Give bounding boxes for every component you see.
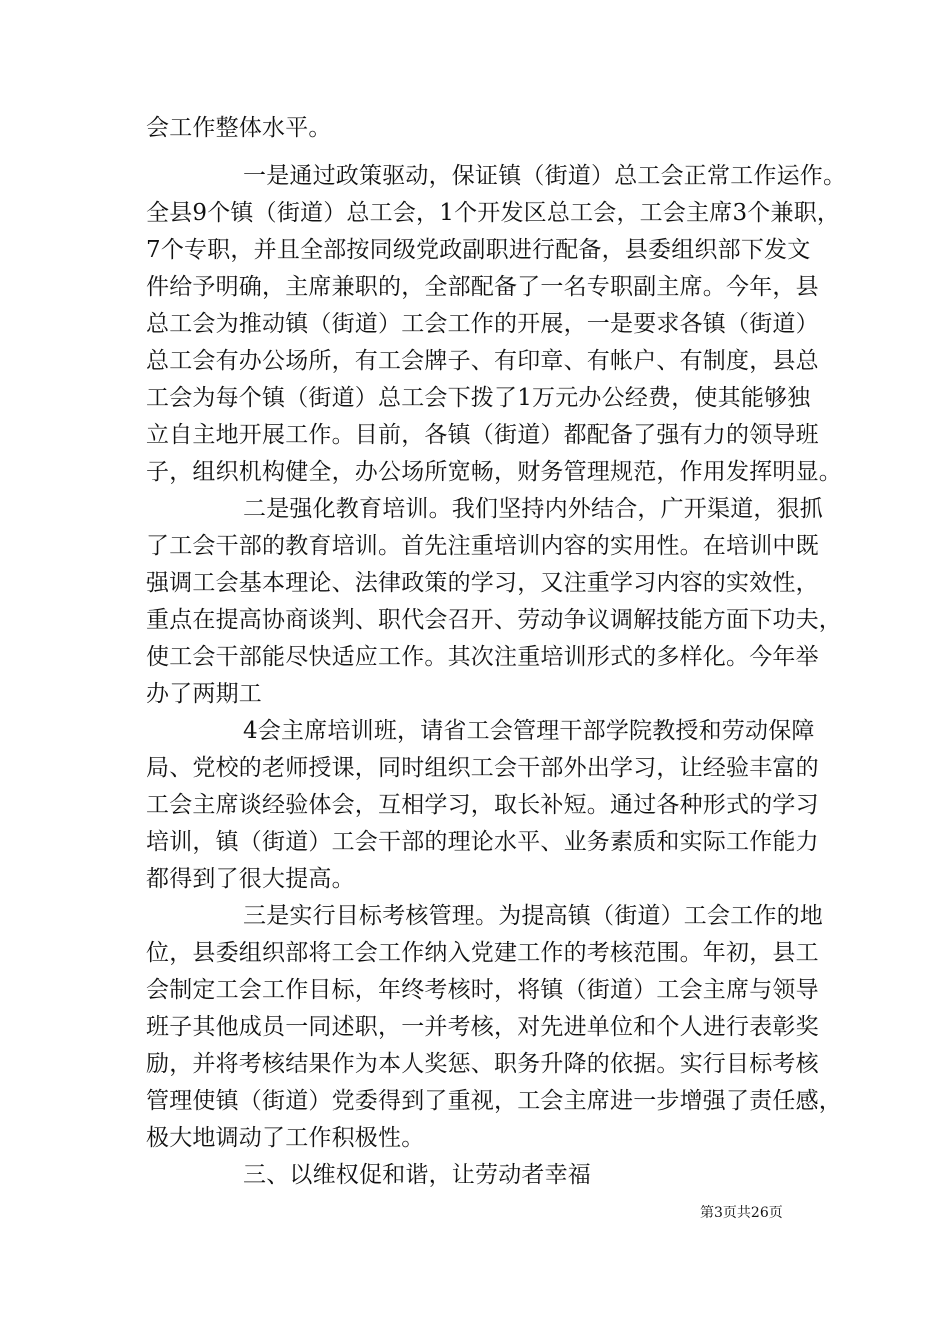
text-line: 强调工会基本理论、法律政策的学习，又注重学习内容的实效性， — [146, 570, 819, 596]
text-line: 办了两期工 — [146, 681, 262, 707]
text-line: 都得到了很大提高。 — [146, 866, 355, 892]
text-line: 使工会干部能尽快适应工作。其次注重培训形式的多样化。今年举 — [146, 644, 819, 670]
text-line: 班子其他成员一同述职，一并考核，对先进单位和个人进行表彰奖 — [146, 1014, 819, 1040]
text-line: 工会为每个镇（街道）总工会下拨了1万元办公经费，使其能够独 — [146, 385, 811, 411]
text-line: 子，组织机构健全，办公场所宽畅，财务管理规范，作用发挥明显。 — [146, 459, 842, 485]
paragraph-first-line: 三是实行目标考核管理。为提高镇（街道）工会工作的地 — [243, 903, 823, 929]
page-number-footer: 第3页共26页 — [700, 1205, 783, 1221]
text-line: 件给予明确，主席兼职的，全部配备了一名专职副主席。今年，县 — [146, 274, 819, 300]
text-line: 重点在提高协商谈判、职代会召开、劳动争议调解技能方面下功夫， — [146, 607, 842, 633]
text-line: 工会主席谈经验体会，互相学习，取长补短。通过各种形式的学习 — [146, 792, 819, 818]
paragraph-first-line: 二是强化教育培训。我们坚持内外结合，广开渠道，狠抓 — [243, 496, 823, 522]
text-line: 局、党校的老师授课，同时组织工会干部外出学习，让经验丰富的 — [146, 755, 819, 781]
text-line: 极大地调动了工作积极性。 — [146, 1125, 425, 1151]
paragraph-first-line: 一是通过政策驱动，保证镇（街道）总工会正常工作运作。 — [243, 163, 847, 189]
text-line: 培训，镇（街道）工会干部的理论水平、业务素质和实际工作能力 — [146, 829, 819, 855]
text-line: 管理使镇（街道）党委得到了重视，工会主席进一步增强了责任感， — [146, 1088, 842, 1114]
text-line: 总工会为推动镇（街道）工会工作的开展，一是要求各镇（街道） — [146, 311, 819, 337]
paragraph-first-line: 4会主席培训班，请省工会管理干部学院教授和劳动保障 — [243, 718, 815, 744]
text-line: 了工会干部的教育培训。首先注重培训内容的实用性。在培训中既 — [146, 533, 819, 559]
text-line: 会工作整体水平。 — [146, 115, 332, 141]
text-line: 会制定工会工作目标，年终考核时，将镇（街道）工会主席与领导 — [146, 977, 819, 1003]
text-line: 全县9个镇（街道）总工会，1个开发区总工会，工会主席3个兼职， — [146, 200, 841, 226]
text-line: 立自主地开展工作。目前，各镇（街道）都配备了强有力的领导班 — [146, 422, 819, 448]
text-line: 总工会有办公场所，有工会牌子、有印章、有帐户、有制度，县总 — [146, 348, 819, 374]
text-line: 位，县委组织部将工会工作纳入党建工作的考核范围。年初，县工 — [146, 940, 819, 966]
text-line: 7个专职，并且全部按同级党政副职进行配备，县委组织部下发文 — [146, 237, 811, 263]
text-line: 励，并将考核结果作为本人奖惩、职务升降的依据。实行目标考核 — [146, 1051, 819, 1077]
section-heading: 三、以维权促和谐，让劳动者幸福 — [243, 1162, 591, 1188]
